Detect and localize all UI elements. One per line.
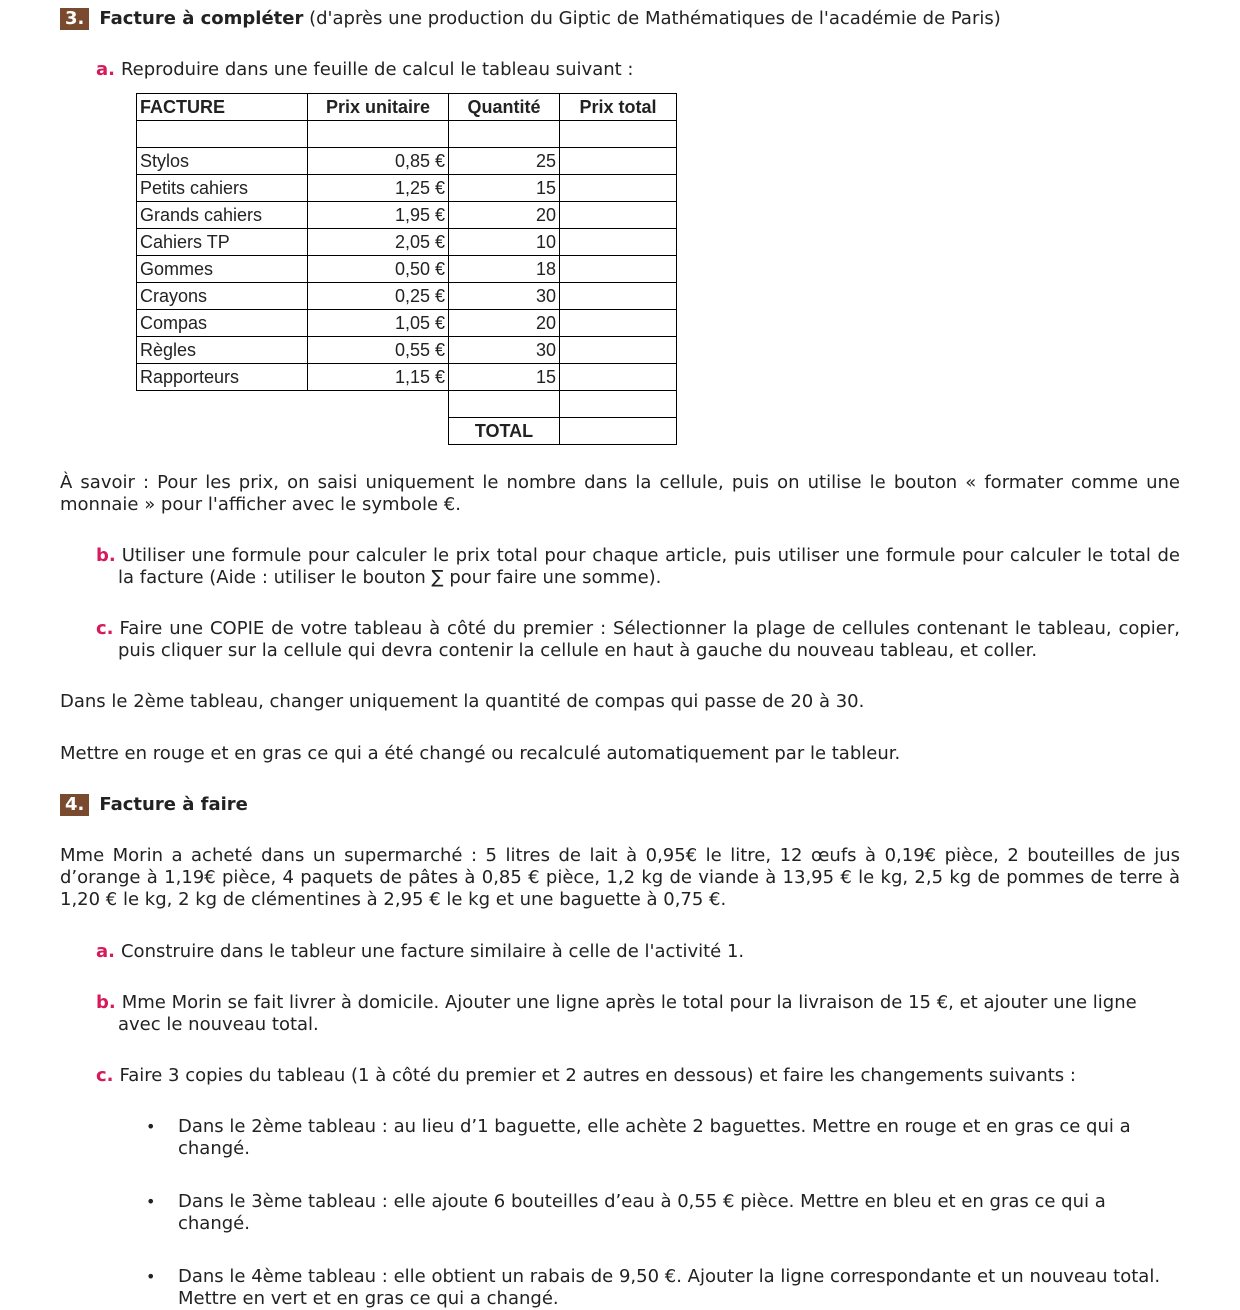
section-number: 3.: [60, 8, 89, 30]
question-letter: a.: [96, 59, 115, 80]
question-text: Mme Morin se fait livrer à domicile. Ajouter une ligne après le total pour la livraison de 15 €, et ajouter une ligne avec le nouveau total.: [118, 992, 1137, 1035]
bullet-icon: •: [146, 1117, 156, 1136]
total-price: [560, 202, 677, 229]
table-row: [137, 229, 677, 256]
header-cell: FACTURE: [137, 94, 308, 121]
table-row: [137, 364, 677, 391]
question-4a: [96, 941, 1180, 963]
unit-price: 0,85 €: [308, 148, 449, 175]
item-name: Crayons: [137, 283, 308, 310]
invoice-table: [136, 93, 677, 445]
quantity: 30: [449, 337, 560, 364]
unit-price: 0,25 €: [308, 283, 449, 310]
total-price: [560, 148, 677, 175]
list-item-text: Dans le 4ème tableau : elle obtient un rabais de 9,50 €. Ajouter la ligne correspondante et un nouveau total. Mettre en vert et en gras ce qui a changé.: [178, 1266, 1161, 1309]
quantity: 25: [449, 148, 560, 175]
total-price: [560, 310, 677, 337]
table-row: [137, 256, 677, 283]
question-text: Construire dans le tableur une facture similaire à celle de l'activité 1.: [120, 941, 745, 962]
table-row: [137, 202, 677, 229]
list-item-text: Dans le 2ème tableau : au lieu d’1 baguette, elle achète 2 baguettes. Mettre en rouge et en gras ce qui a changé.: [178, 1116, 1131, 1159]
question-letter: a.: [96, 941, 115, 962]
total-price: [560, 364, 677, 391]
unit-price: 0,50 €: [308, 256, 449, 283]
section-title: Facture à compléter: [99, 8, 304, 29]
header-cell: Prix unitaire: [308, 94, 449, 121]
section-number: 4.: [60, 794, 89, 816]
question-text: Faire une COPIE de votre tableau à côté du premier : Sélectionner la plage de cellules contenant le tableau, copier, puis cliquer sur la cellule qui devra contenir la cellule en haut à gauche du nouveau tableau, et coller.: [118, 618, 1180, 661]
table-row: [137, 310, 677, 337]
item-name: Petits cahiers: [137, 175, 308, 202]
instruction-paragraph: Dans le 2ème tableau, changer uniquement la quantité de compas qui passe de 20 à 30.: [60, 691, 865, 712]
list-item: [146, 1191, 1180, 1235]
item-name: Cahiers TP: [137, 229, 308, 256]
quantity: 30: [449, 283, 560, 310]
unit-price: 1,05 €: [308, 310, 449, 337]
table-row: [137, 337, 677, 364]
unit-price: 2,05 €: [308, 229, 449, 256]
list-item-text: Dans le 3ème tableau : elle ajoute 6 bouteilles d’eau à 0,55 € pièce. Mettre en bleu et en gras ce qui a changé.: [178, 1191, 1106, 1234]
unit-price: 1,95 €: [308, 202, 449, 229]
table-row: [137, 283, 677, 310]
instruction-paragraph: Mettre en rouge et en gras ce qui a été changé ou recalculé automatiquement par le tableur.: [60, 743, 901, 764]
section-3-heading: [60, 8, 1180, 30]
bullet-icon: •: [146, 1267, 156, 1286]
total-price: [560, 283, 677, 310]
question-3a: [96, 59, 1180, 81]
total-row: [137, 418, 677, 445]
question-3b: [96, 545, 1180, 589]
table-header-row: [137, 94, 677, 121]
tip-paragraph: À savoir : Pour les prix, on saisi uniquement le nombre dans la cellule, puis on utilise le bouton « formater comme une monnaie » pour l'afficher avec le symbole €.: [60, 472, 1180, 515]
total-price: [560, 256, 677, 283]
section-subtitle: (d'après une production du Giptic de Mathématiques de l'académie de Paris): [309, 8, 1001, 29]
item-name: Stylos: [137, 148, 308, 175]
table-row: [137, 175, 677, 202]
unit-price: 1,25 €: [308, 175, 449, 202]
quantity: 20: [449, 202, 560, 229]
table-row: [137, 148, 677, 175]
item-name: Gommes: [137, 256, 308, 283]
quantity: 18: [449, 256, 560, 283]
item-name: Grands cahiers: [137, 202, 308, 229]
total-price: [560, 229, 677, 256]
question-letter: b.: [96, 545, 116, 566]
question-text: Faire 3 copies du tableau (1 à côté du premier et 2 autres en dessous) et faire les changements suivants :: [119, 1065, 1076, 1086]
quantity: 15: [449, 175, 560, 202]
bullet-icon: •: [146, 1192, 156, 1211]
header-cell: Quantité: [449, 94, 560, 121]
unit-price: 1,15 €: [308, 364, 449, 391]
question-4c: [96, 1065, 1180, 1087]
question-letter: c.: [96, 1065, 114, 1086]
item-name: Rapporteurs: [137, 364, 308, 391]
unit-price: 0,55 €: [308, 337, 449, 364]
total-value: [560, 418, 677, 445]
total-label: TOTAL: [449, 418, 560, 445]
section-title: Facture à faire: [99, 794, 248, 815]
table-row: [137, 391, 677, 418]
list-item: [146, 1116, 1180, 1160]
question-text: Reproduire dans une feuille de calcul le tableau suivant :: [120, 59, 634, 80]
question-letter: b.: [96, 992, 116, 1013]
question-3c: [96, 618, 1180, 662]
quantity: 20: [449, 310, 560, 337]
table-row: [137, 121, 677, 148]
list-item: [146, 1266, 1180, 1310]
quantity: 10: [449, 229, 560, 256]
item-name: Compas: [137, 310, 308, 337]
quantity: 15: [449, 364, 560, 391]
section-4-heading: [60, 794, 1180, 816]
question-text: Utiliser une formule pour calculer le prix total pour chaque article, puis utiliser une formule pour calculer le total de la facture (Aide : utiliser le bouton ∑ pour faire une somme).: [118, 545, 1180, 588]
question-letter: c.: [96, 618, 114, 639]
total-price: [560, 175, 677, 202]
total-price: [560, 337, 677, 364]
item-name: Règles: [137, 337, 308, 364]
intro-paragraph: Mme Morin a acheté dans un supermarché : 5 litres de lait à 0,95€ le litre, 12 œufs à 0,19€ pièce, 2 bouteilles de jus d’orange à 1,19€ pièce, 4 paquets de pâtes à 0,85 € pièce, 1,2 kg de viande à 13,95 € le kg, 2,5 kg de pommes de terre à 1,20 € le kg, 2 kg de clémentines à 2,95 € le kg et une baguette à 0,75 €.: [60, 845, 1180, 910]
question-4b: [96, 992, 1146, 1036]
header-cell: Prix total: [560, 94, 677, 121]
